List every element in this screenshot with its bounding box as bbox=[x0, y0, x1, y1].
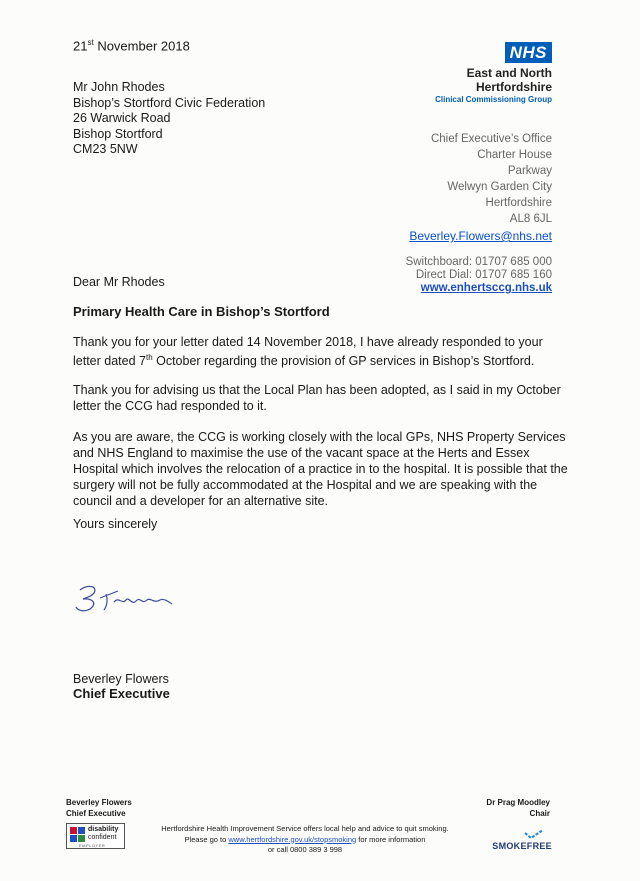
dc-square-icon bbox=[78, 835, 85, 842]
sender-address: Chief Executive’s Office Charter House Parkway Welwyn Garden City Hertfordshire AL8 6JL bbox=[430, 133, 552, 225]
dc-square-icon bbox=[70, 835, 77, 842]
subject-line: Primary Health Care in Bishop’s Stortford bbox=[73, 304, 330, 319]
handwritten-signature bbox=[74, 578, 194, 618]
direct-dial: Direct Dial: 01707 685 160 bbox=[415, 269, 552, 281]
org-name: East and North Hertfordshire bbox=[466, 66, 552, 94]
paragraph-1: Thank you for your letter dated 14 November 2018, I have already responded to your letter dated 7th October regarding the provision of GP services in Bishop’s Stortford. bbox=[73, 335, 543, 369]
stopsmoking-link[interactable]: www.hertfordshire.gov.uk/stopsmoking bbox=[228, 834, 357, 844]
disability-confident-logo: disability confident EMPLOYER bbox=[66, 823, 125, 849]
paragraph-2: Thank you for advising us that the Local Plan has been adopted, as I said in my October letter the CCG had responded to it. bbox=[73, 383, 561, 413]
paragraph-3: As you are aware, the CCG is working closely with the local GPs, NHS Property Services and NHS England to maximise the use of the vacant space at the Herts and Essex Hospital which involves the relocation of a practice in to the hospital. It is possible that the surgery will not be fully accommodated at the Hospital and we are speaking with the council and a developer for an alternative site. bbox=[73, 430, 568, 508]
salutation: Dear Mr Rhodes bbox=[73, 275, 165, 289]
contact-numbers bbox=[406, 256, 552, 295]
footer-chair: Dr Prag Moodley Chair bbox=[486, 798, 550, 818]
letter-date: 21st November 2018 bbox=[73, 38, 190, 54]
closing: Yours sincerely bbox=[73, 517, 158, 531]
org-subtitle: Clinical Commissioning Group bbox=[435, 95, 552, 104]
signatory-name: Beverley Flowers bbox=[73, 672, 169, 686]
smokefree-check-icon bbox=[523, 828, 545, 840]
dc-square-icon bbox=[78, 827, 85, 834]
org-header bbox=[352, 42, 552, 104]
email-link[interactable]: Beverley.Flowers@nhs.net bbox=[409, 229, 552, 243]
switchboard: Switchboard: 01707 685 000 bbox=[405, 256, 552, 268]
signatory-title: Chief Executive bbox=[73, 686, 170, 701]
dc-square-icon bbox=[70, 827, 77, 834]
footer-chief-executive: Beverley Flowers Chief Executive bbox=[66, 798, 132, 818]
nhs-logo: NHS bbox=[505, 42, 552, 63]
website-link[interactable]: www.enhertsccg.nhs.uk bbox=[420, 282, 552, 294]
smokefree-logo: SMOKEFREE bbox=[492, 841, 552, 851]
recipient-address: Mr John Rhodes Bishop’s Stortford Civic Federation 26 Warwick Road Bishop Stortford CM23 5NW bbox=[73, 80, 266, 156]
footer-smoking-notice: Hertfordshire Health Improvement Service offers local help and advice to quit smoking. Please go to www.hertfordshire.gov.uk/stopsmoking for more information or call 0800 389 3 998 bbox=[161, 824, 449, 854]
